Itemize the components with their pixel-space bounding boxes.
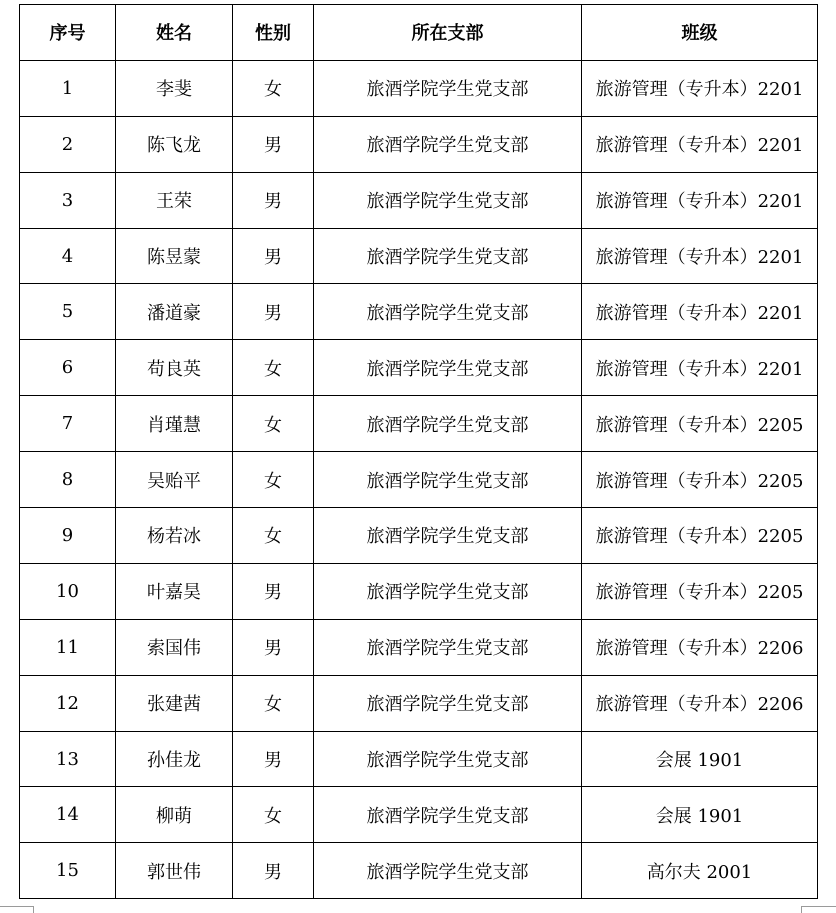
cell-branch: 旅酒学院学生党支部 bbox=[314, 228, 582, 284]
cell-name: 李斐 bbox=[116, 60, 233, 116]
cell-name: 王荣 bbox=[116, 172, 233, 228]
cell-gender: 女 bbox=[233, 60, 314, 116]
cell-name: 陈飞龙 bbox=[116, 116, 233, 172]
cell-gender: 女 bbox=[233, 508, 314, 564]
cell-class: 旅游管理（专升本）2201 bbox=[582, 340, 818, 396]
table-body bbox=[20, 60, 818, 898]
cell-name: 郭世伟 bbox=[116, 843, 233, 899]
cell-class: 旅游管理（专升本）2201 bbox=[582, 172, 818, 228]
cell-branch: 旅酒学院学生党支部 bbox=[314, 675, 582, 731]
cell-index: 4 bbox=[20, 228, 116, 284]
cell-gender: 女 bbox=[233, 787, 314, 843]
table-row bbox=[20, 340, 818, 396]
cell-class: 旅游管理（专升本）2201 bbox=[582, 284, 818, 340]
cell-branch: 旅酒学院学生党支部 bbox=[314, 508, 582, 564]
cell-name: 陈昱蒙 bbox=[116, 228, 233, 284]
cell-index: 2 bbox=[20, 116, 116, 172]
cell-class: 旅游管理（专升本）2201 bbox=[582, 116, 818, 172]
cell-gender: 男 bbox=[233, 843, 314, 899]
cell-gender: 女 bbox=[233, 675, 314, 731]
cell-branch: 旅酒学院学生党支部 bbox=[314, 284, 582, 340]
table-row bbox=[20, 228, 818, 284]
cell-gender: 男 bbox=[233, 172, 314, 228]
cell-gender: 男 bbox=[233, 228, 314, 284]
cell-index: 7 bbox=[20, 396, 116, 452]
cell-branch: 旅酒学院学生党支部 bbox=[314, 787, 582, 843]
cell-gender: 男 bbox=[233, 284, 314, 340]
cell-class: 旅游管理（专升本）2205 bbox=[582, 563, 818, 619]
cell-name: 肖瑾慧 bbox=[116, 396, 233, 452]
cell-index: 10 bbox=[20, 563, 116, 619]
table-row bbox=[20, 508, 818, 564]
table-row bbox=[20, 60, 818, 116]
crop-mark-right-vertical bbox=[801, 906, 802, 913]
cell-index: 11 bbox=[20, 619, 116, 675]
cell-class: 旅游管理（专升本）2205 bbox=[582, 396, 818, 452]
cell-branch: 旅酒学院学生党支部 bbox=[314, 843, 582, 899]
cell-name: 吴贻平 bbox=[116, 452, 233, 508]
cell-index: 1 bbox=[20, 60, 116, 116]
cell-branch: 旅酒学院学生党支部 bbox=[314, 396, 582, 452]
cell-name: 潘道豪 bbox=[116, 284, 233, 340]
cell-branch: 旅酒学院学生党支部 bbox=[314, 172, 582, 228]
cell-branch: 旅酒学院学生党支部 bbox=[314, 60, 582, 116]
table-row bbox=[20, 284, 818, 340]
cell-index: 3 bbox=[20, 172, 116, 228]
cell-index: 12 bbox=[20, 675, 116, 731]
cell-branch: 旅酒学院学生党支部 bbox=[314, 619, 582, 675]
cell-branch: 旅酒学院学生党支部 bbox=[314, 116, 582, 172]
header-class: 班级 bbox=[582, 5, 818, 61]
cell-gender: 男 bbox=[233, 731, 314, 787]
cell-name: 苟良英 bbox=[116, 340, 233, 396]
cell-class: 旅游管理（专升本）2205 bbox=[582, 452, 818, 508]
cell-class: 旅游管理（专升本）2206 bbox=[582, 675, 818, 731]
table-row bbox=[20, 172, 818, 228]
table-row bbox=[20, 116, 818, 172]
crop-mark-left-vertical bbox=[33, 906, 34, 913]
table-header-row bbox=[20, 5, 818, 61]
cell-class: 旅游管理（专升本）2206 bbox=[582, 619, 818, 675]
member-table bbox=[19, 4, 818, 899]
cell-class: 旅游管理（专升本）2205 bbox=[582, 508, 818, 564]
cell-branch: 旅酒学院学生党支部 bbox=[314, 731, 582, 787]
table-row bbox=[20, 619, 818, 675]
cell-class: 旅游管理（专升本）2201 bbox=[582, 60, 818, 116]
table-row bbox=[20, 675, 818, 731]
cell-gender: 女 bbox=[233, 452, 314, 508]
cell-gender: 男 bbox=[233, 619, 314, 675]
cell-class: 旅游管理（专升本）2201 bbox=[582, 228, 818, 284]
cell-name: 索国伟 bbox=[116, 619, 233, 675]
table-row bbox=[20, 396, 818, 452]
cell-index: 8 bbox=[20, 452, 116, 508]
cell-name: 杨若冰 bbox=[116, 508, 233, 564]
cell-index: 6 bbox=[20, 340, 116, 396]
cell-index: 5 bbox=[20, 284, 116, 340]
cell-gender: 女 bbox=[233, 396, 314, 452]
cell-index: 15 bbox=[20, 843, 116, 899]
cell-class: 会展 1901 bbox=[582, 731, 818, 787]
cell-class: 高尔夫 2001 bbox=[582, 843, 818, 899]
cell-branch: 旅酒学院学生党支部 bbox=[314, 452, 582, 508]
cell-branch: 旅酒学院学生党支部 bbox=[314, 563, 582, 619]
cell-name: 叶嘉昊 bbox=[116, 563, 233, 619]
cell-index: 9 bbox=[20, 508, 116, 564]
cell-gender: 男 bbox=[233, 116, 314, 172]
crop-mark-right-horizontal bbox=[801, 906, 836, 907]
header-gender: 性别 bbox=[233, 5, 314, 61]
cell-class: 会展 1901 bbox=[582, 787, 818, 843]
table-row bbox=[20, 731, 818, 787]
cell-index: 13 bbox=[20, 731, 116, 787]
table-row bbox=[20, 563, 818, 619]
cell-name: 柳萌 bbox=[116, 787, 233, 843]
table-row bbox=[20, 787, 818, 843]
table-row bbox=[20, 452, 818, 508]
cell-name: 张建茜 bbox=[116, 675, 233, 731]
header-name: 姓名 bbox=[116, 5, 233, 61]
cell-gender: 女 bbox=[233, 340, 314, 396]
header-index: 序号 bbox=[20, 5, 116, 61]
crop-mark-left-horizontal bbox=[0, 906, 34, 907]
cell-branch: 旅酒学院学生党支部 bbox=[314, 340, 582, 396]
cell-name: 孙佳龙 bbox=[116, 731, 233, 787]
cell-gender: 男 bbox=[233, 563, 314, 619]
header-branch: 所在支部 bbox=[314, 5, 582, 61]
cell-index: 14 bbox=[20, 787, 116, 843]
table-row bbox=[20, 843, 818, 899]
